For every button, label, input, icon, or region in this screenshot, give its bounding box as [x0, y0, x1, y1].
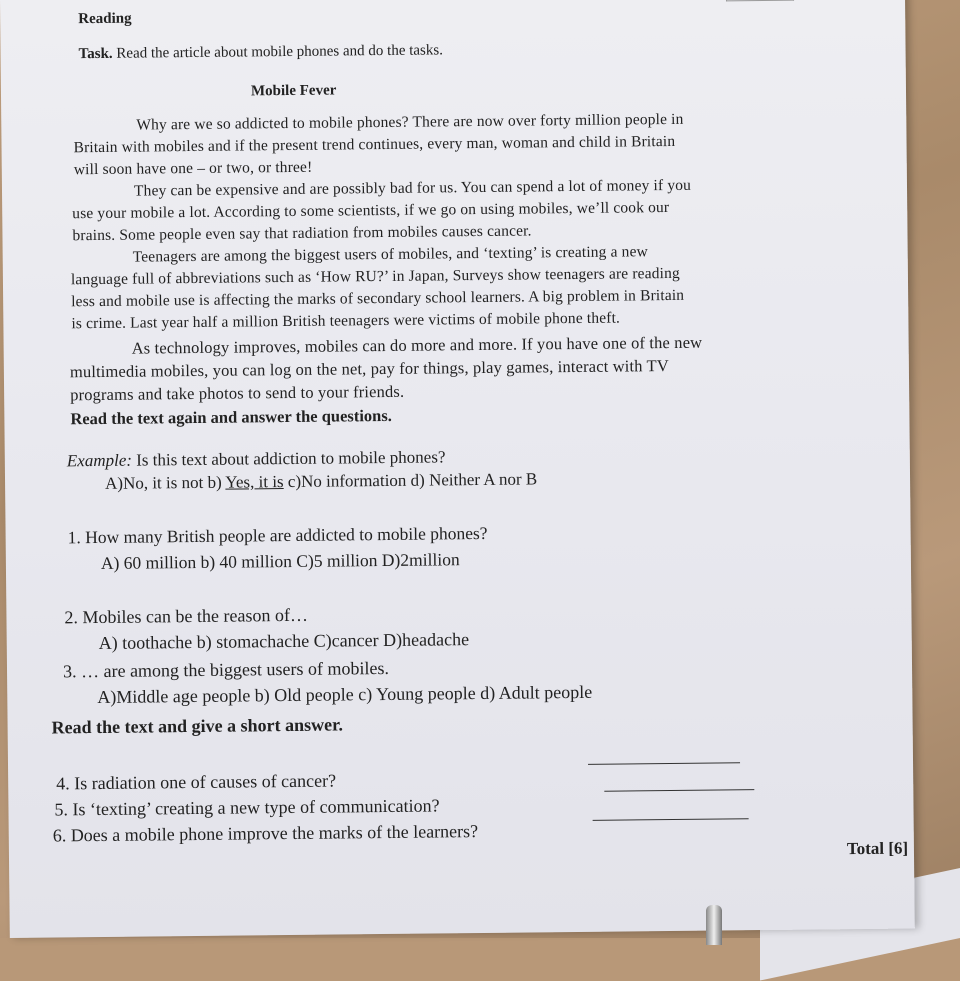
article-line: Why are we so addicted to mobile phones? There are now over forty million people in [136, 110, 684, 134]
question-6: 6. Does a mobile phone improve the marks of the learners? [52, 821, 479, 846]
task1-instruction: Read the text again and answer the questions. [70, 405, 392, 429]
article-line: Britain with mobiles and if the present trend continues, every man, woman and child in Britain [73, 132, 676, 157]
total-score: Total [6] [846, 838, 909, 859]
example-option-a: A)No, it is not [104, 472, 204, 493]
article-line: Teenagers are among the biggest users of mobiles, and ‘texting’ is creating a new [132, 243, 648, 266]
article-line: As technology improves, mobiles can do more and more. If you have one of the new [131, 332, 703, 358]
article-line: use your mobile a lot. According to some scientists, if we go on using mobiles, we’ll cook our [72, 199, 670, 223]
article-line: They can be expensive and are possibly bad for us. You can spend a lot of money if you [133, 176, 692, 200]
article-line: programs and take photos to send to your friends. [70, 381, 405, 405]
task-instruction: Task. Read the article about mobile phones and do the tasks. [78, 42, 444, 63]
question-2: 2. Mobiles can be the reason of… [64, 604, 308, 628]
question-4: 4. Is radiation one of causes of cancer? [56, 770, 337, 794]
question-5: 5. Is ‘texting’ creating a new type of communication? [54, 795, 440, 820]
article-line: brains. Some people even say that radiation from mobiles causes cancer. [72, 222, 532, 245]
answer-blank-4[interactable] [588, 762, 740, 765]
example-label: Example: [66, 450, 133, 471]
answer-blank-6[interactable] [593, 818, 749, 821]
question-3-options: A)Middle age people b) Old people c) Young people d) Adult people [97, 681, 593, 708]
section-title: Reading [78, 10, 132, 28]
article-line: less and mobile use is affecting the marks of secondary school learners. A big problem in Britain [71, 286, 685, 311]
pen-tip [706, 905, 722, 945]
example-option-b-prefix: b) [207, 472, 222, 492]
example-option-b: Yes, it is [225, 472, 284, 492]
example-question [67, 447, 446, 471]
example-question-text: Is this text about addiction to mobile phones? [136, 447, 446, 470]
question-2-options: A) toothache b) stomachache C)cancer D)headache [98, 629, 470, 654]
article-line: multimedia mobiles, you can log on the net, pay for things, play games, interact with TV [69, 356, 669, 382]
task2-instruction: Read the text and give a short answer. [51, 714, 344, 738]
article-line: is crime. Last year half a million British teenagers were victims of mobile phone theft. [71, 309, 621, 333]
question-1: 1. How many British people are addicted to mobile phones? [67, 522, 488, 548]
answer-blank-5[interactable] [604, 789, 754, 792]
example-option-rest: c)No information d) Neither A nor B [287, 469, 538, 492]
task-text: Read the article about mobile phones and do the tasks. [116, 42, 444, 62]
corner-mark [726, 0, 794, 1]
question-3: 3. … are among the biggest users of mobiles. [62, 657, 390, 682]
article-line: language full of abbreviations such as ‘How RU?’ in Japan, Surveys show teenagers are reading [70, 264, 680, 289]
example-options [105, 469, 537, 494]
article-title: Mobile Fever [250, 82, 337, 100]
question-1-options: A) 60 million b) 40 million C)5 million D)2million [100, 549, 460, 573]
article-line: will soon have one – or two, or three! [73, 158, 313, 179]
